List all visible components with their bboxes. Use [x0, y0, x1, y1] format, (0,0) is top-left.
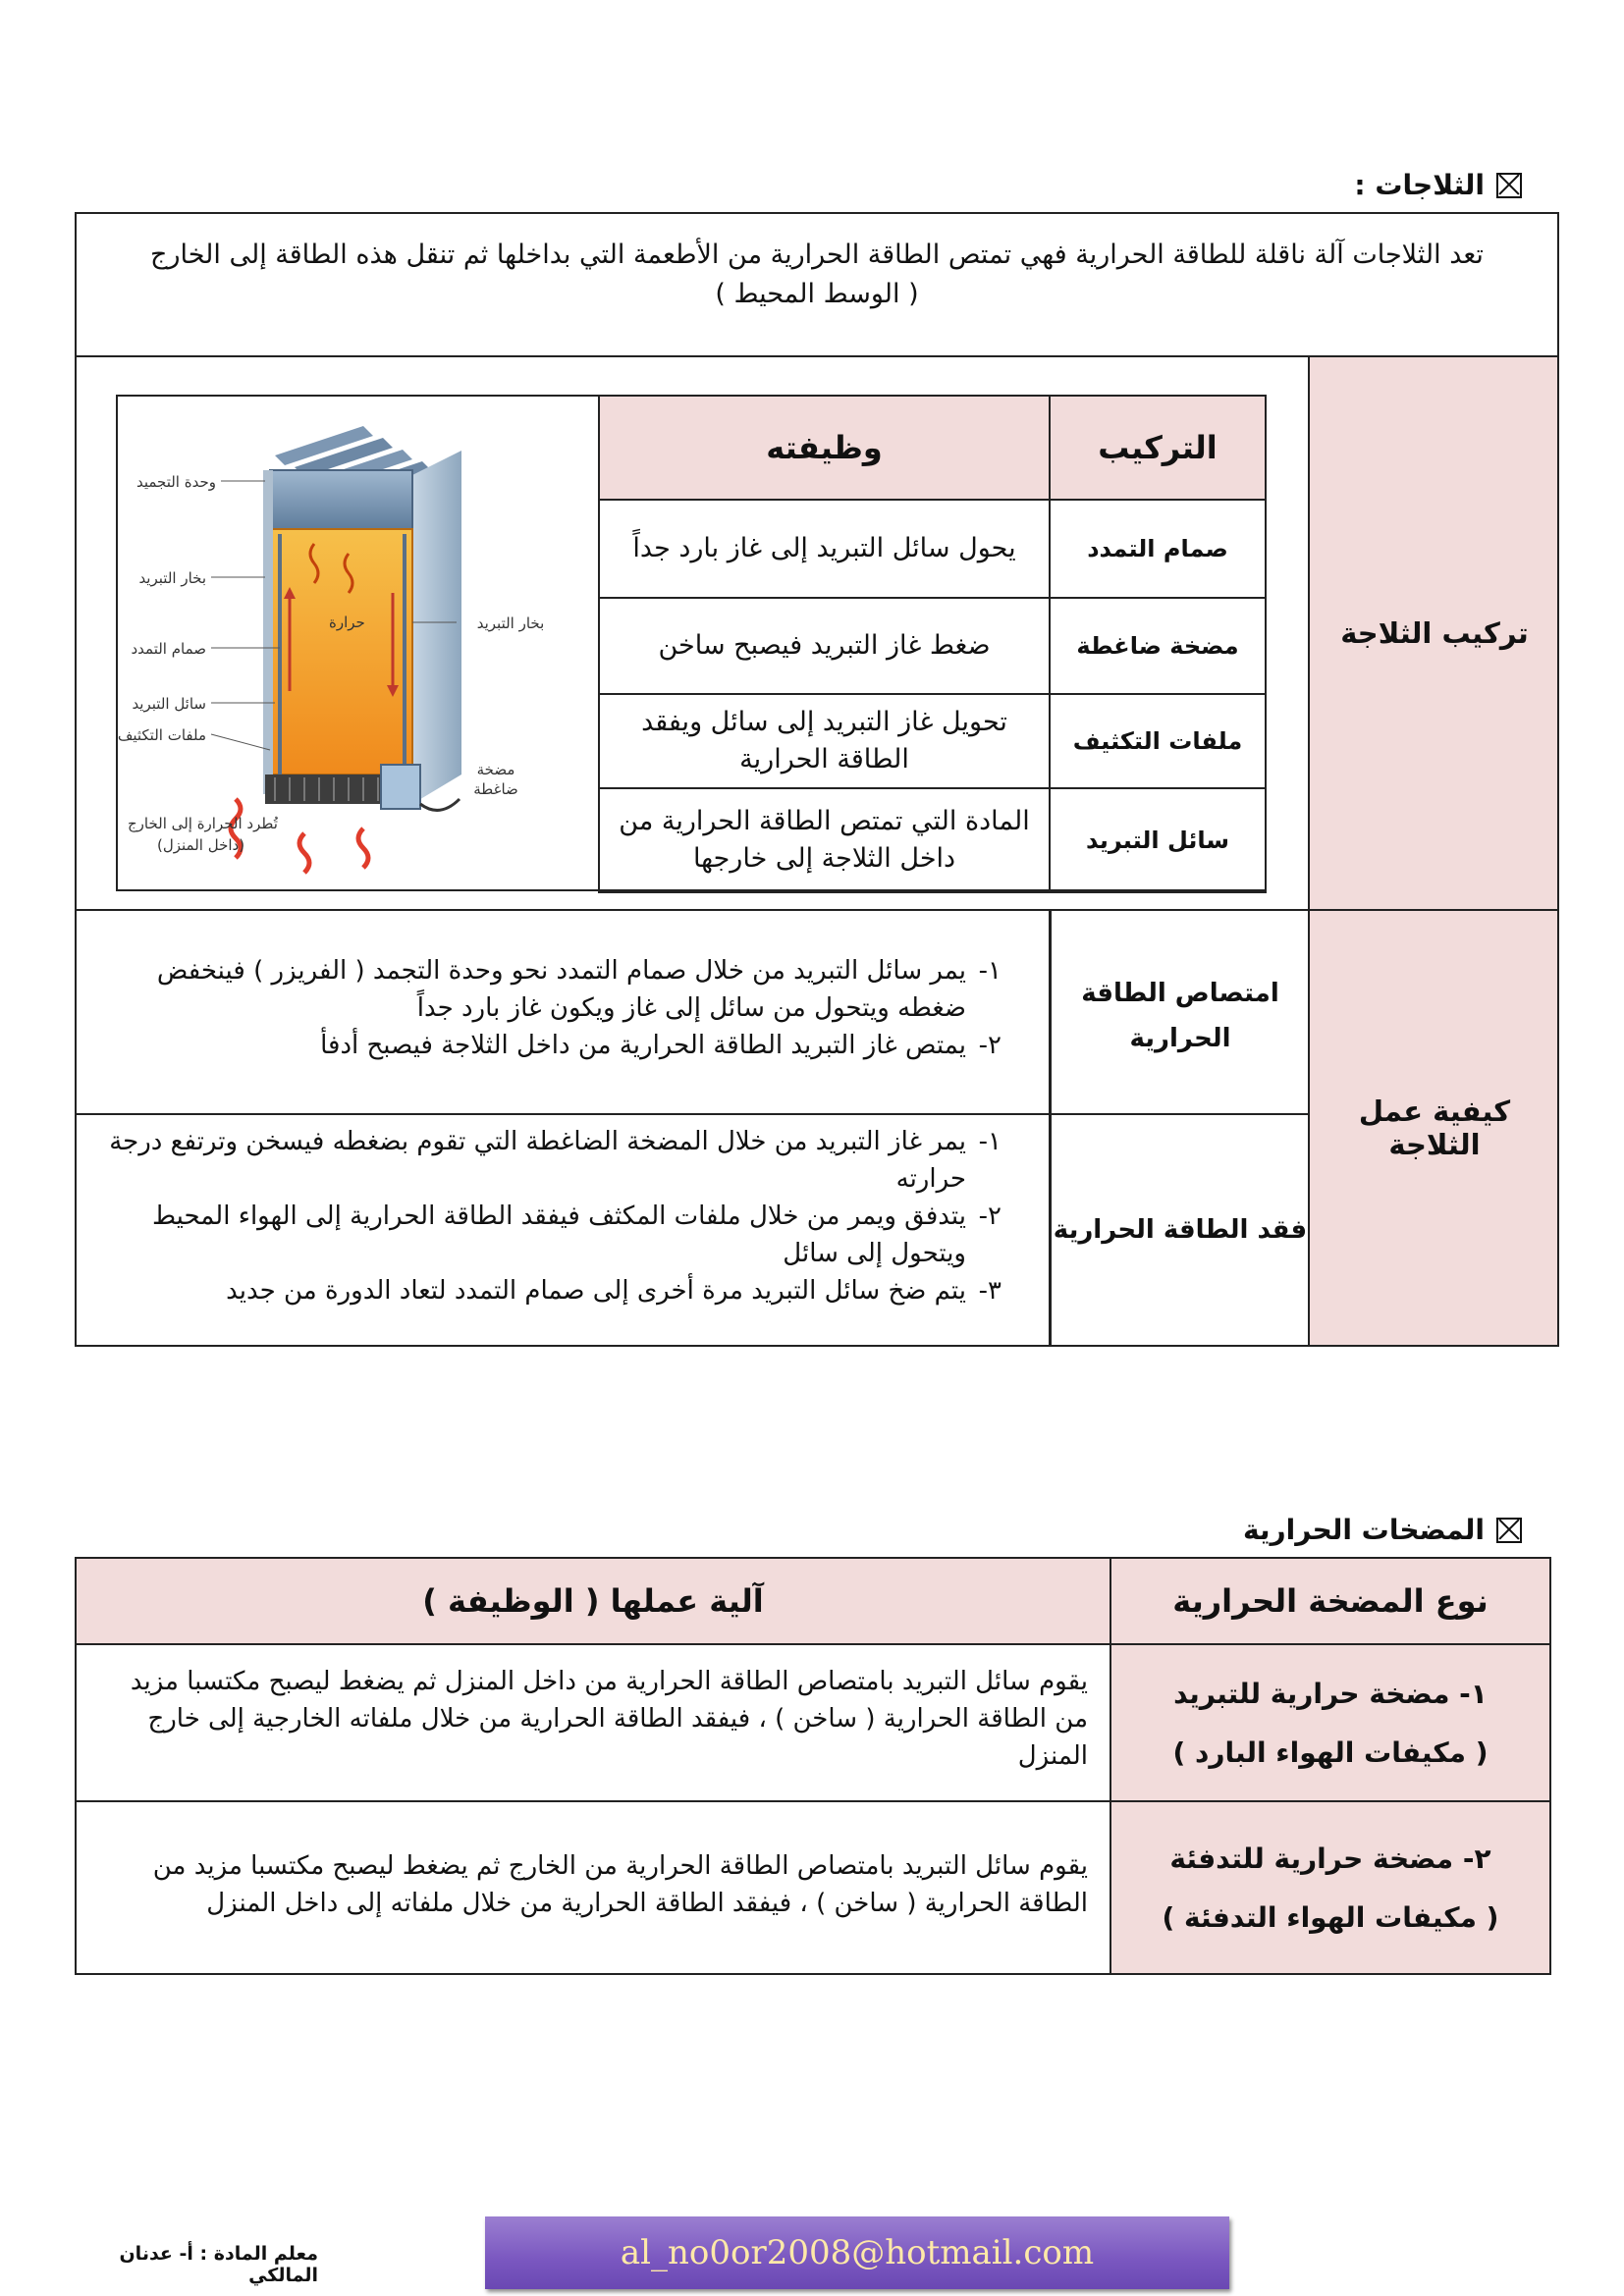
label-condenser: ملفات التكثيف [118, 726, 206, 744]
list-item [147, 1027, 1001, 1064]
section-heading-heat-pumps [1243, 1514, 1522, 1546]
heat-out-icon [358, 828, 368, 868]
email-banner[interactable] [485, 2216, 1229, 2289]
part-function: تحويل غاز التبريد إلى سائل ويفقد الطاقة الحرارية [599, 694, 1050, 788]
pump-type-line: ( مكيفات الهواء التدفئة ) [1162, 1901, 1499, 1934]
compressor [381, 765, 420, 809]
table-row [599, 788, 1266, 892]
step-text: يمر سائل التبريد من خلال صمام التمدد نحو وحدة التجمد ( الفريزر ) فينخفض ضغطه ويتحول من سائل إلى غاز ويكون غاز بارد جداً [156, 956, 966, 1023]
part-name: مضخة ضاغطة [1050, 598, 1266, 694]
part-name: صمام التمدد [1050, 500, 1266, 598]
label-freezer: وحدة التجميد [135, 473, 216, 491]
intro-line-1: تعد الثلاجات آلة ناقلة للطاقة الحرارية فهي تمتص الطاقة الحرارية من الأطعمة التي بداخلها ثم تنقل هذه الطاقة إلى الخارج [150, 240, 1484, 270]
heat-label: حرارة [329, 614, 365, 631]
heat-out-icon [299, 833, 309, 873]
fridge-side [412, 451, 461, 804]
divider [75, 1800, 1551, 1802]
part-function: ضغط غاز التبريد فيصبح ساخن [599, 598, 1050, 694]
label-compressor-2: ضاغطة [473, 780, 518, 798]
step-number: ١- [978, 1127, 1001, 1156]
composition-label: تركيب الثلاجة [1340, 616, 1529, 650]
teacher-credit: معلم المادة : أ- عدنان المالكي [119, 2243, 318, 2286]
list-item [88, 1198, 1001, 1272]
label-heat-out-1: تُطرد الحرارة إلى الخارج [128, 815, 278, 832]
pump-type-line: ١- مضخة حرارية للتبريد [1173, 1678, 1488, 1710]
step-number: ١- [978, 956, 1001, 986]
fridge-intro [88, 236, 1545, 314]
heading-text: المضخات الحرارية [1243, 1514, 1485, 1546]
label-vapor-left: بخار التبريد [138, 569, 206, 587]
email-text[interactable]: al_no0or2008@hotmail.com [620, 2233, 1095, 2272]
power-cord [420, 799, 460, 810]
step-number: ٢- [978, 1031, 1001, 1060]
checkbox-x-icon [1496, 1518, 1522, 1543]
label-valve: صمام التمدد [131, 640, 206, 658]
part-name: سائل التبريد [1050, 788, 1266, 892]
label-compressor-1: مضخة [476, 761, 515, 778]
intro-line-2: ( الوسط المحيط ) [715, 279, 919, 309]
fridge-frame [263, 470, 273, 794]
absorb-label: امتصاص الطاقة الحرارية [1081, 979, 1279, 1053]
fridge-diagram [118, 397, 599, 889]
header-mechanism: آلية عملها ( الوظيفة ) [422, 1582, 764, 1620]
pump-type-cooling [1119, 1665, 1542, 1783]
section-heading-fridges [1354, 169, 1522, 201]
part-name: ملفات التكثيف [1050, 694, 1266, 788]
step-text: يمتص غاز التبريد الطاقة الحرارية من داخل الثلاجة فيصبح أدفأ [320, 1031, 966, 1060]
pump-type-heating [1119, 1830, 1542, 1948]
part-function: يحول سائل التبريد إلى غاز بارد جداً [599, 500, 1050, 598]
list-item [88, 1272, 1001, 1309]
freezer-unit [270, 470, 412, 529]
table-row [599, 598, 1266, 694]
header-pump-type: نوع المضخة الحرارية [1172, 1582, 1489, 1620]
header-function: وظيفته [599, 396, 1050, 500]
table-row [599, 500, 1266, 598]
how-it-works-label: كيفية عمل الثلاجة [1358, 1095, 1511, 1161]
label-liquid: سائل التبريد [132, 695, 206, 713]
fridge-interior [270, 529, 412, 774]
lose-steps [88, 1123, 1001, 1309]
label-heat-out-2: (داخل المنزل) [157, 836, 245, 854]
step-text: يتم ضخ سائل التبريد مرة أخرى إلى صمام التمدد لتعاد الدورة من جديد [226, 1276, 966, 1306]
divider [1308, 355, 1310, 1347]
pump-mechanism-heating: يقوم سائل التبريد بامتصاص الطاقة الحرارية من الخارج ثم يضغط ليصبح مكتسبا مزيد من الطاقة الحرارية ( ساخن ) ، فيفقد الطاقة الحرارية من خلال ملفاته إلى داخل المنزل [152, 1851, 1088, 1918]
lose-label: فقد الطاقة الحرارية [1053, 1215, 1308, 1245]
divider [75, 1643, 1551, 1645]
pump-type-line: ٢- مضخة حرارية للتدفئة [1169, 1842, 1491, 1875]
part-function: المادة التي تمتص الطاقة الحرارية من داخل الثلاجة إلى خارجها [599, 788, 1050, 892]
checkbox-x-icon [1496, 173, 1522, 198]
parts-table [598, 395, 1267, 893]
step-text: يتدفق ويمر من خلال ملفات المكثف فيفقد الطاقة الحرارية إلى الهواء المحيط ويتحول إلى سائل [151, 1201, 966, 1268]
step-number: ٣- [978, 1276, 1001, 1306]
label-vapor-right: بخار التبريد [476, 614, 545, 632]
step-number: ٢- [978, 1201, 1001, 1231]
parts-header-row [599, 396, 1266, 500]
divider [1049, 911, 1052, 1345]
table-row [599, 694, 1266, 788]
list-item [88, 1123, 1001, 1198]
list-item [147, 952, 1001, 1027]
fridge-illustration [118, 397, 599, 889]
pump-type-line: ( مكيفات الهواء البارد ) [1172, 1736, 1489, 1769]
step-text: يمر غاز التبريد من خلال المضخة الضاغطة التي تقوم بضغطه فيسخن وترتفع درجة حرارته [109, 1127, 966, 1194]
heading-text: الثلاجات : [1354, 169, 1485, 201]
header-part: التركيب [1050, 396, 1266, 500]
absorb-steps [147, 952, 1001, 1064]
pump-mechanism-cooling: يقوم سائل التبريد بامتصاص الطاقة الحرارية من داخل المنزل ثم يضغط ليصبح مكتسبا مزيد من الطاقة الحرارية ( ساخن ) ، فيفقد الطاقة الحرارية من خلال ملفاته الخارجية إلى خارج المنزل [130, 1667, 1088, 1771]
